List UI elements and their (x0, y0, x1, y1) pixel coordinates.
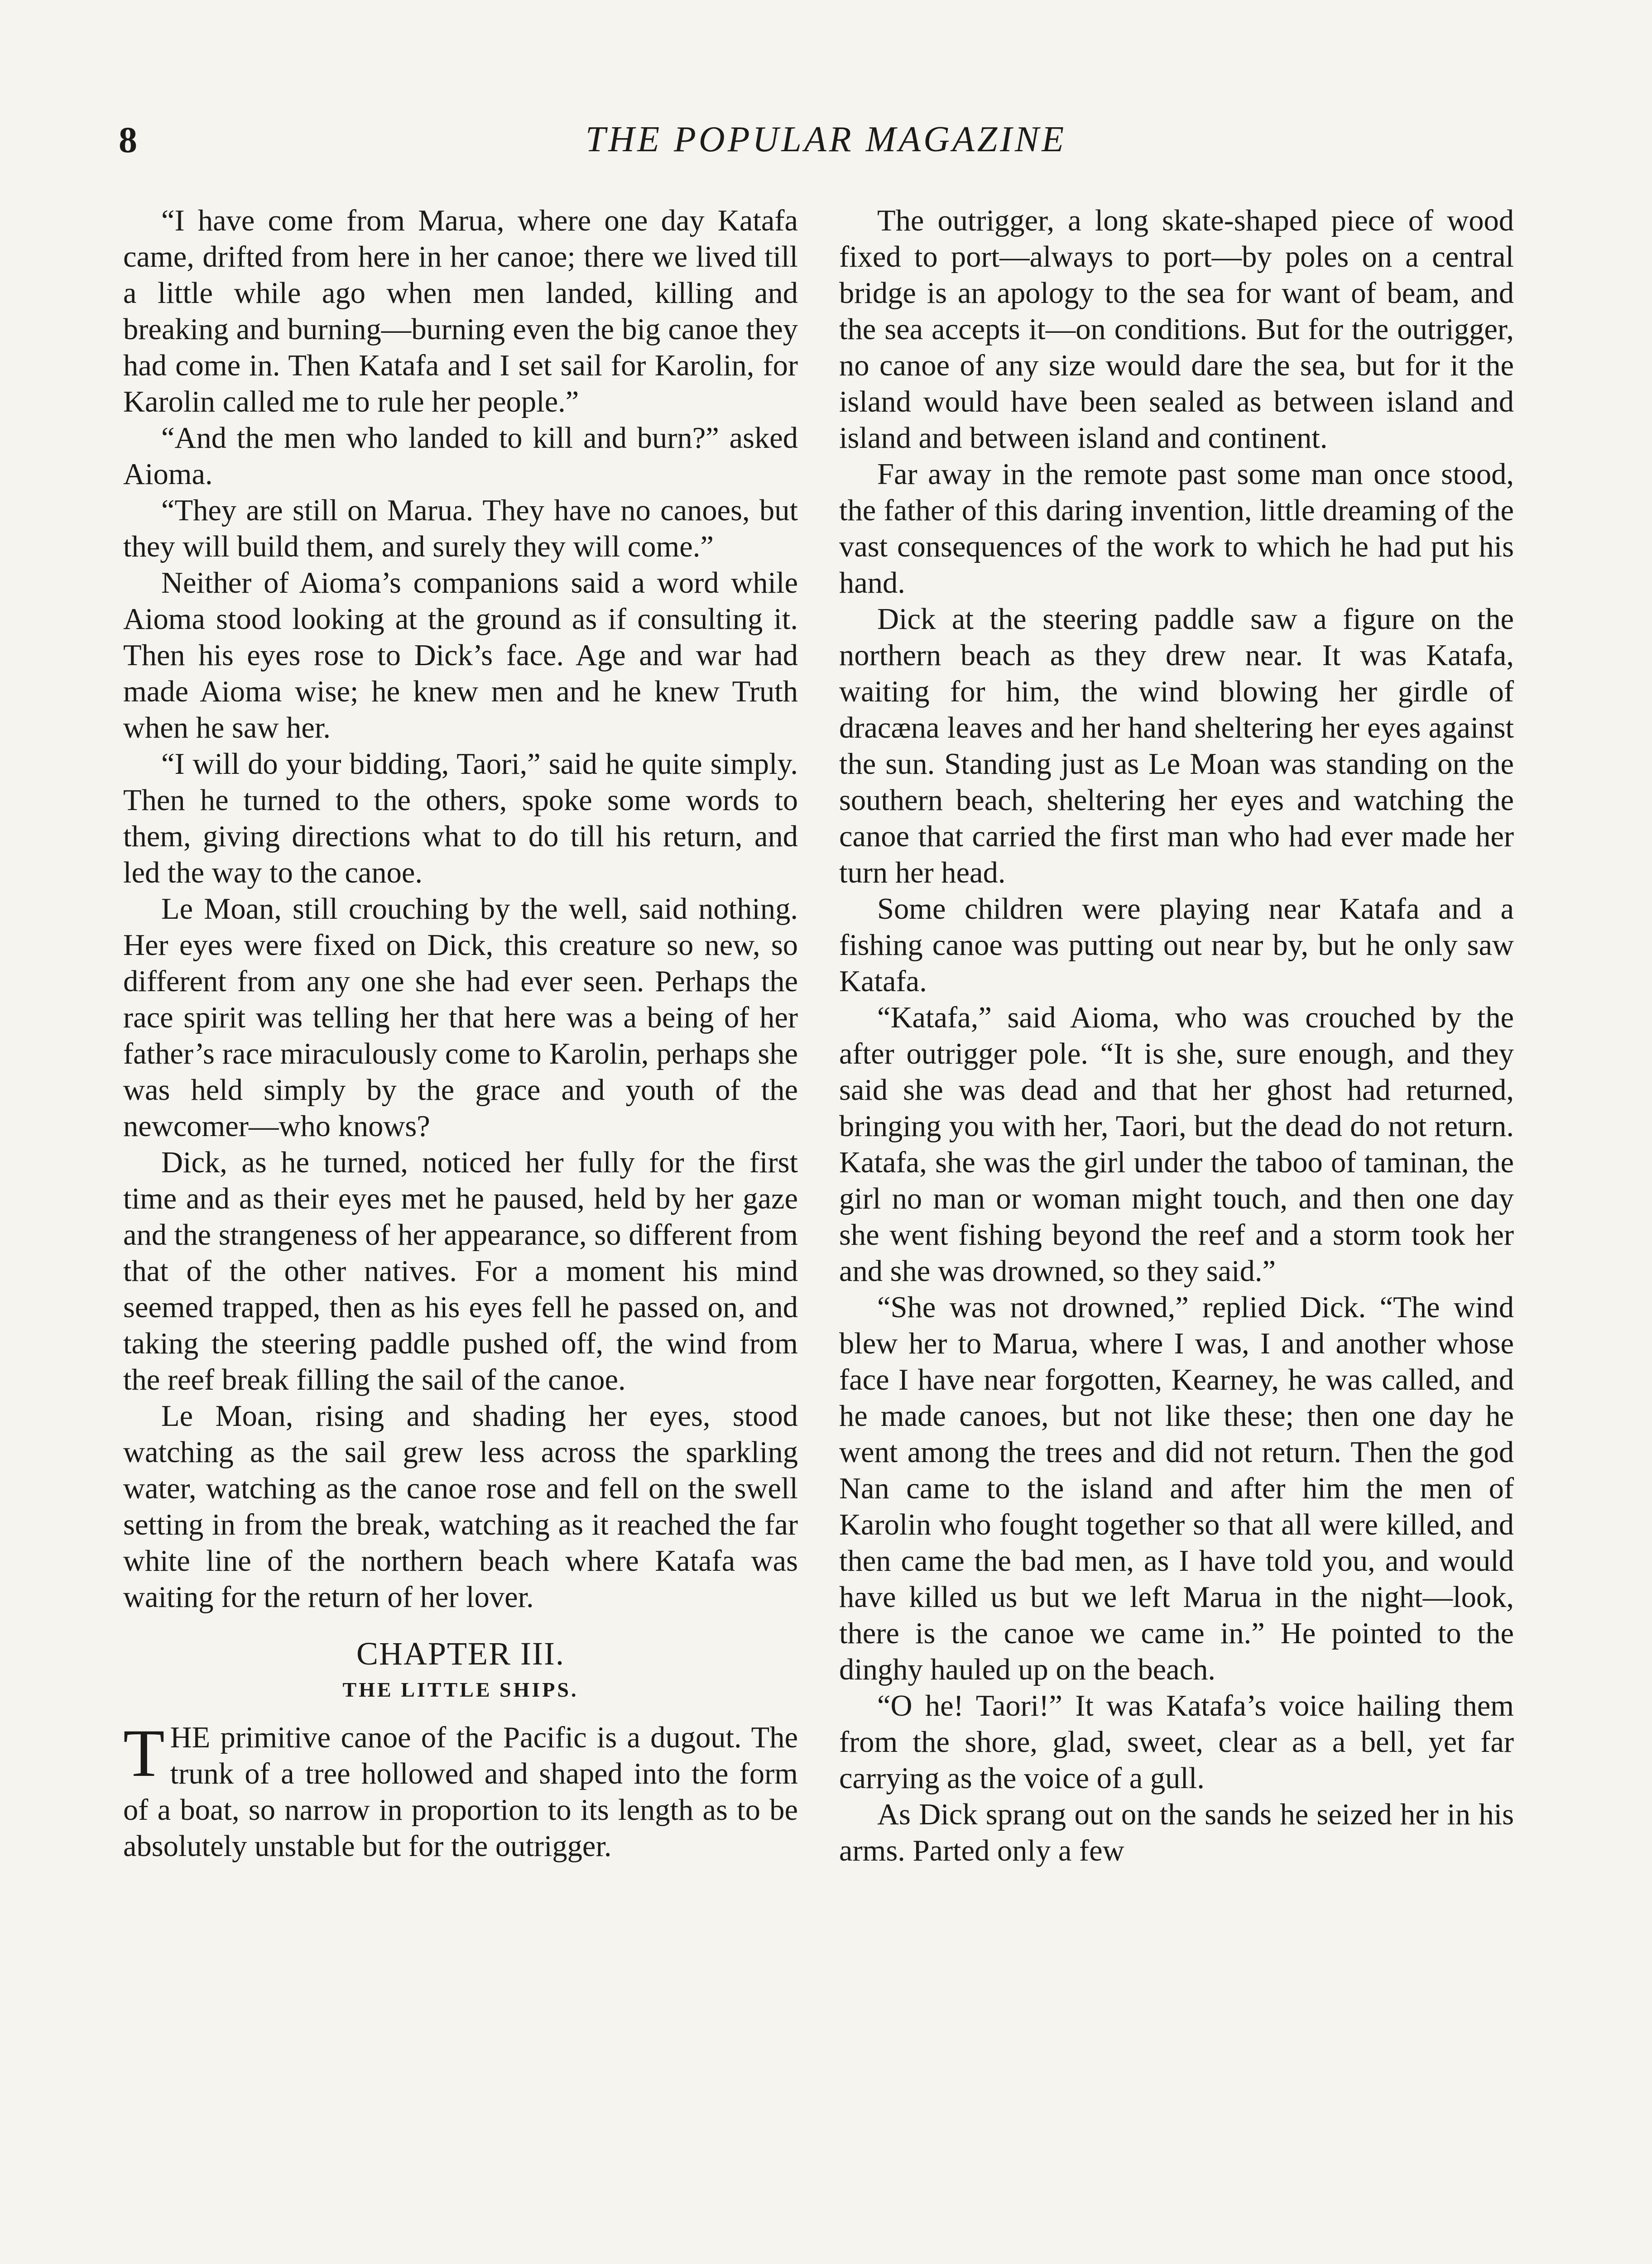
paragraph: Dick at the steering paddle saw a figure on the northern beach as they drew near. It was Katafa, waiting for him, the wind blowing her girdle of dracæna leaves and her hand sheltering her eyes against the sun. Standing just as Le Moan was standing on the southern beach, sheltering her eyes and watching the canoe that carried the first man who had ever made her turn her head. (839, 603, 1514, 889)
right-column (839, 203, 1514, 1869)
chapter-heading: CHAPTER III. (356, 1636, 565, 1672)
paragraph: “I will do your bidding, Taori,” said he quite simply. Then he turned to the others, spoke some words to them, giving directions what to do till his return, and led the way to the canoe. (123, 748, 798, 889)
paragraph: “She was not drowned,” replied Dick. “The wind blew her to Marua, where I was, I and another whose face I have near forgotten, Kearney, he was called, and he made canoes, but not like these; then one day he went among the trees and did not return. Then the god Nan came to the island and after him the men of Karolin who fought together so that all were killed, and then came the bad men, as I have told you, and would have killed us but we left Marua in the night—look, there is the canoe we came in.” He pointed to the dinghy hauled up on the beach. (839, 1291, 1514, 1686)
paragraph: Dick, as he turned, noticed her fully for the first time and as their eyes met he paused, held by her gaze and the strangeness of her appearance, so different from that of the other natives. For a moment his mind seemed trapped, then as his eyes fell he passed on, and taking the steering paddle pushed off, the wind from the reef break filling the sail of the canoe. (123, 1146, 798, 1396)
paragraph: As Dick sprang out on the sands he seized her in his arms. Parted only a few (839, 1798, 1514, 1867)
paragraph: Le Moan, rising and shading her eyes, stood watching as the sail grew less across the sparkling water, watching as the canoe rose and fell on the swell setting in from the break, watching as it reached the far white line of the northern beach where Katafa was waiting for the return of her lover. (123, 1400, 798, 1614)
chapter-first-paragraph-text: HE primitive canoe of the Pacific is a dugout. The trunk of a tree hollowed and shaped into the form of a boat, so narrow in proportion to its length as to be absolutely unstable but for the outrigger. (123, 1721, 798, 1863)
drop-cap: T (123, 1716, 165, 1791)
paragraph: “I have come from Marua, where one day Katafa came, drifted from here in her canoe; there we lived till a little while ago when men landed, killing and breaking and burning—burning even the big canoe they had come in. Then Katafa and I set sail for Karolin, for Karolin called me to rule her people.” (123, 204, 798, 418)
paragraph: Some children were playing near Katafa and a fishing canoe was putting out near by, but he only saw Katafa. (839, 892, 1514, 998)
running-title: THE POPULAR MAGAZINE (585, 120, 1067, 159)
paragraph: Le Moan, still crouching by the well, said nothing. Her eyes were fixed on Dick, this creature so new, so different from any one she had ever seen. Perhaps the race spirit was telling her that here was a being of her father’s race miraculously come to Karolin, perhaps she was held simply by the grace and youth of the newcomer—who knows? (123, 892, 798, 1143)
paragraph: “Katafa,” said Aioma, who was crouched by the after outrigger pole. “It is she, sure enough, and they said she was dead and that her ghost had returned, bringing you with her, Taori, but the dead do not return. Katafa, she was the girl under the taboo of taminan, the girl no man or woman might touch, and then one day she went fishing beyond the reef and a storm took her and she was drowned, so they said.” (839, 1001, 1514, 1288)
paragraph: “O he! Taori!” It was Katafa’s voice hailing them from the shore, glad, sweet, clear as a bell, yet far carrying as the voice of a gull. (839, 1689, 1514, 1795)
chapter-subtitle: THE LITTLE SHIPS. (342, 1678, 579, 1701)
page-number: 8 (119, 119, 137, 160)
paragraph: Far away in the remote past some man once stood, the father of this daring invention, little dreaming of the vast consequences of the work to which he had put his hand. (839, 458, 1514, 600)
paragraph: “They are still on Marua. They have no canoes, but they will build them, and surely they will come.” (123, 494, 798, 563)
paragraph: The outrigger, a long skate-shaped piece of wood fixed to port—always to port—by poles on a central bridge is an apology to the sea for want of beam, and the sea accepts it—on conditions. But for the outrigger, no canoe of any size would dare the sea, but for it the island would have been sealed as between island and island and between island and continent. (839, 204, 1514, 455)
paragraph: Neither of Aioma’s companions said a word while Aioma stood looking at the ground as if consulting it. Then his eyes rose to Dick’s face. Age and war had made Aioma wise; he knew men and he knew Truth when he saw her. (123, 566, 798, 744)
left-column (123, 203, 798, 1865)
paragraph: “And the men who landed to kill and burn?” asked Aioma. (123, 422, 798, 491)
chapter-first-paragraph (123, 1716, 798, 1865)
